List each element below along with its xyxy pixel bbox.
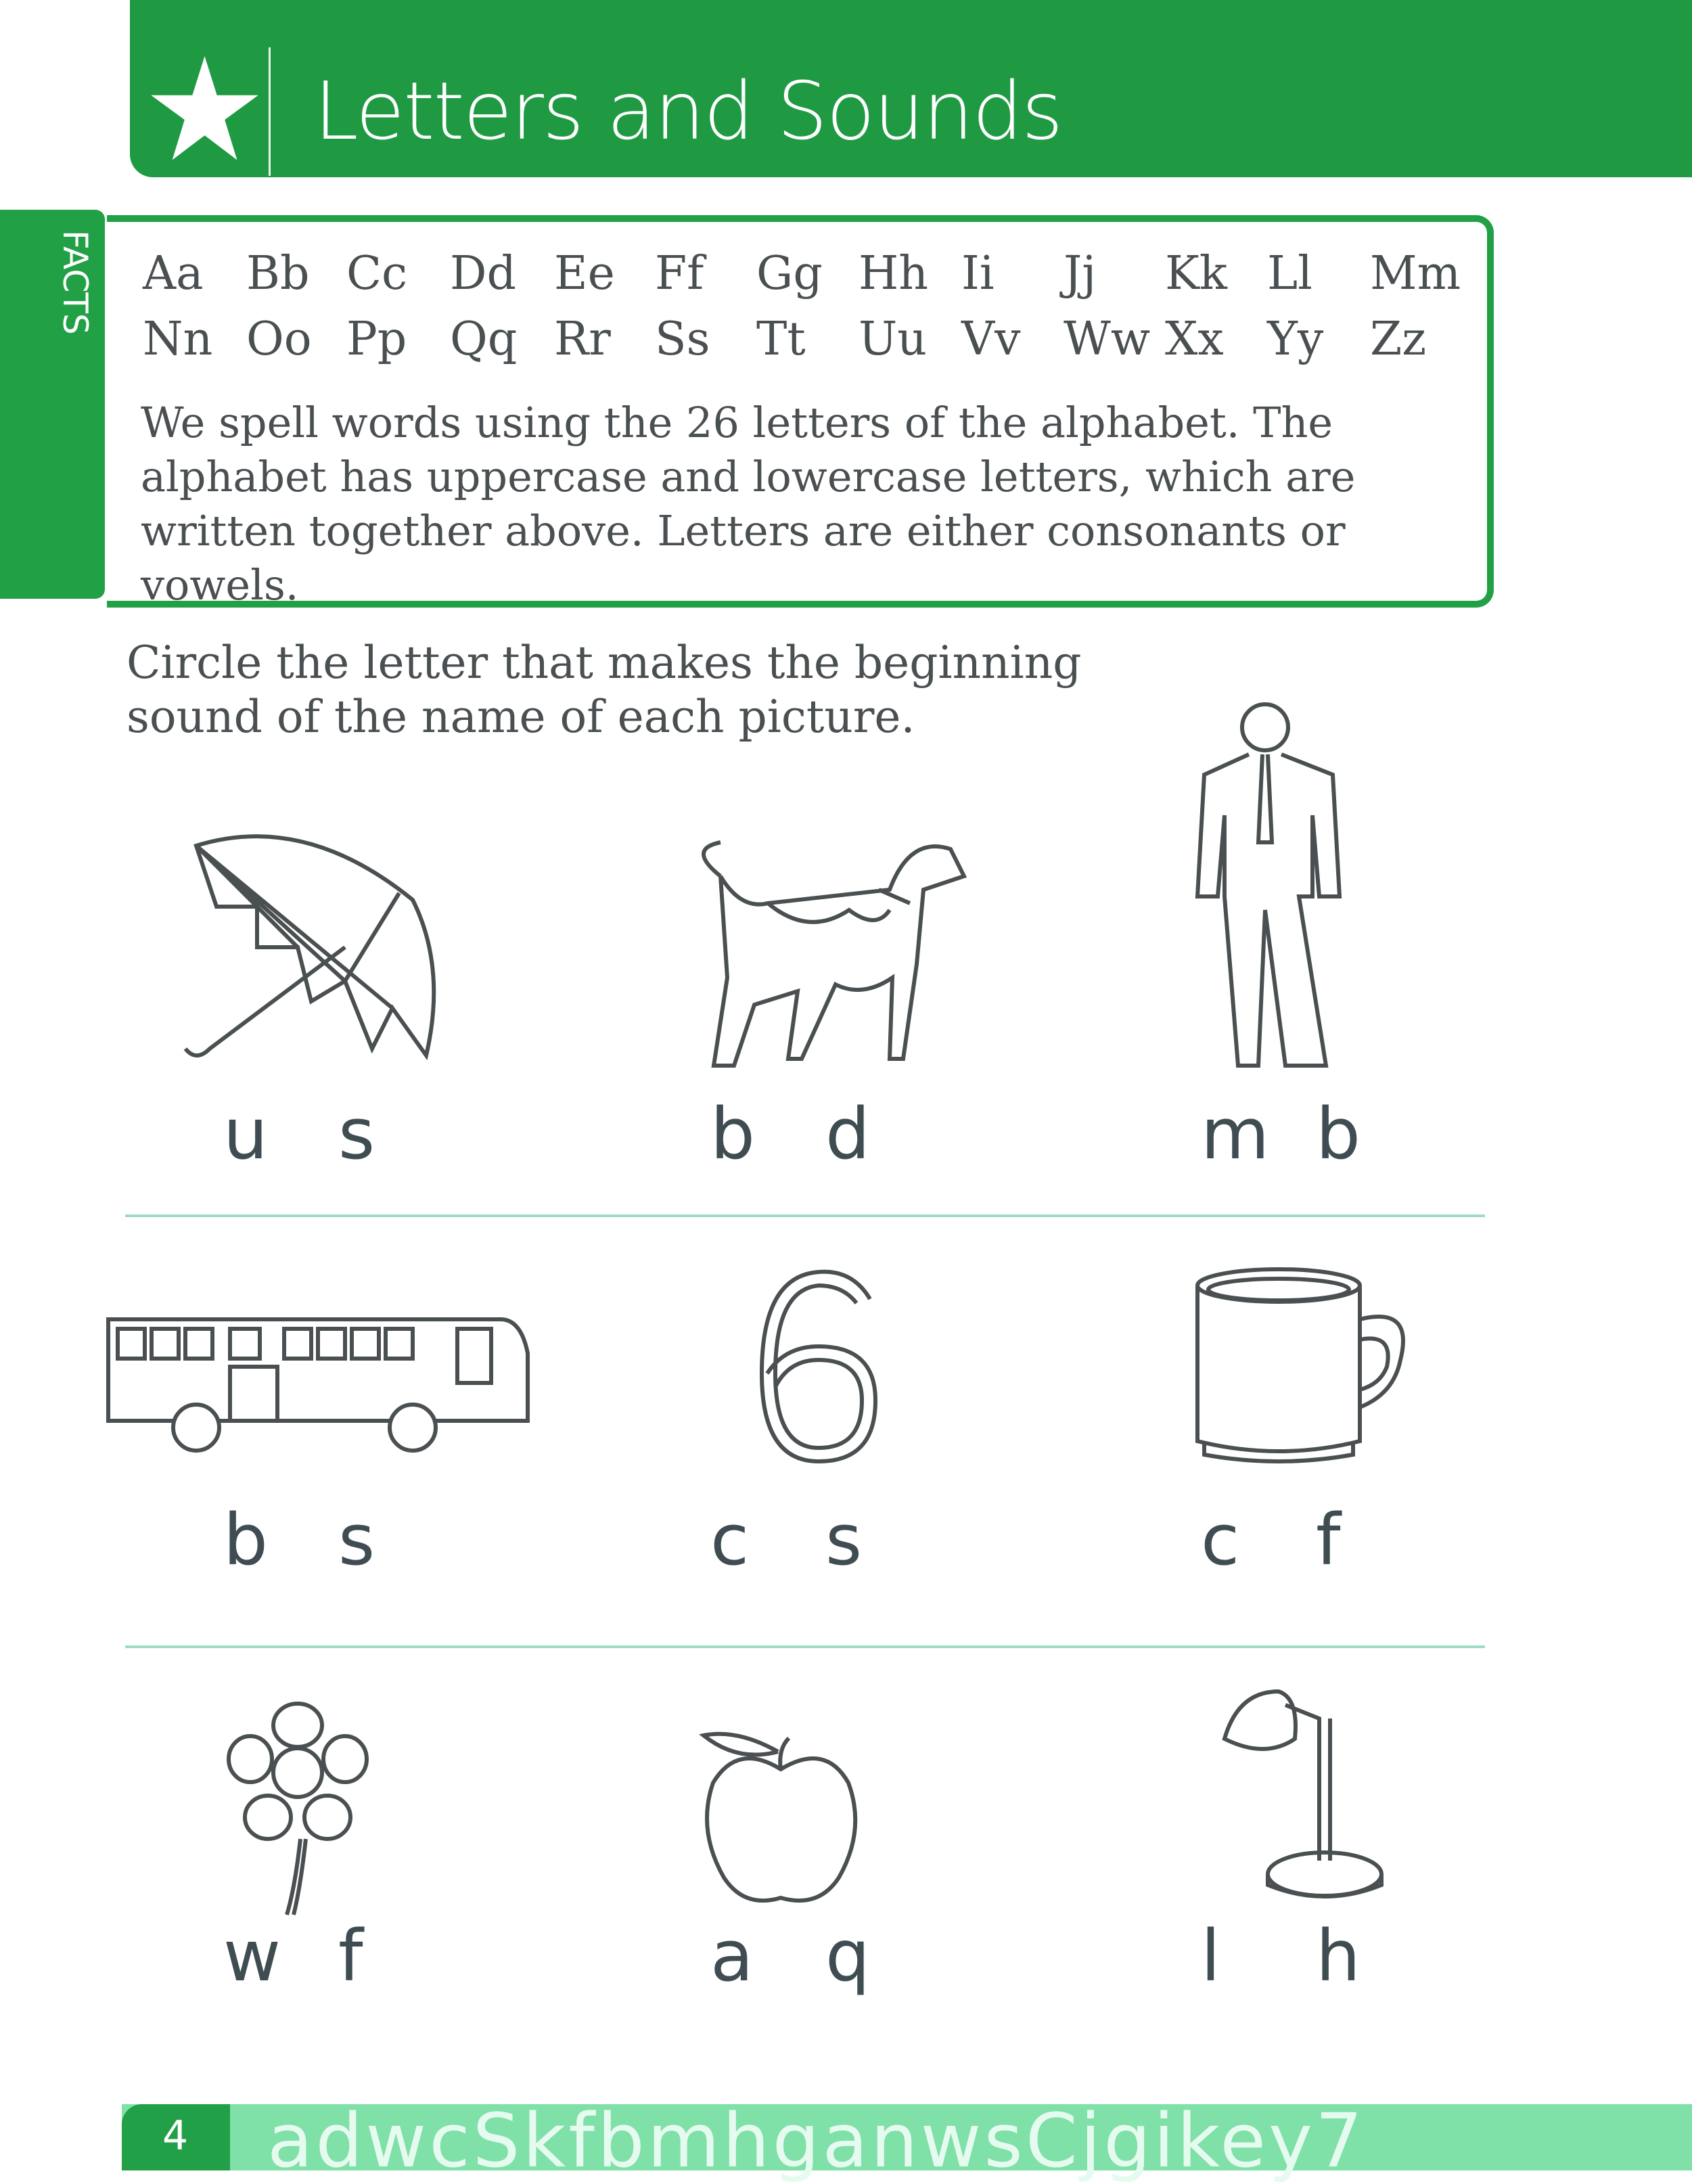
alphabet-pair: Pp xyxy=(346,313,407,366)
letter-choice-man[interactable]: m xyxy=(1201,1093,1270,1175)
lamp-icon xyxy=(1211,1685,1387,1908)
divider-line xyxy=(125,1645,1485,1648)
alphabet-pair: Mm xyxy=(1370,247,1461,300)
letter-choice-dog[interactable]: b xyxy=(710,1093,756,1175)
alphabet-pair: Ss xyxy=(655,313,710,366)
letter-choice-six[interactable]: c xyxy=(710,1499,750,1581)
alphabet-pair: Bb xyxy=(246,247,310,300)
page-title: Letters and Sounds xyxy=(314,64,1062,158)
letter-choice-six[interactable]: s xyxy=(825,1499,863,1581)
letter-choice-man[interactable]: b xyxy=(1316,1093,1361,1175)
alphabet-pair: Qq xyxy=(450,313,518,366)
footer-decorative-letters: adwcSkfbmhganwsCjgikey7 xyxy=(267,2097,1366,2184)
letter-choice-bus[interactable]: s xyxy=(338,1499,375,1581)
man-icon xyxy=(1184,693,1360,1079)
letter-choice-umbrella[interactable]: s xyxy=(338,1093,375,1175)
alphabet-pair: Oo xyxy=(246,313,312,366)
letter-choice-flower[interactable]: f xyxy=(338,1915,363,1997)
alphabet-pair: Tt xyxy=(756,313,806,366)
alphabet-pair: Vv xyxy=(961,313,1021,366)
facts-text: We spell words using the 26 letters of the alphabet. The alphabet has uppercase and lowercase letters, which are written together above. Letters are either consonants or vowels. xyxy=(141,398,1356,610)
alphabet-pair: Jj xyxy=(1064,247,1097,300)
alphabet-pair: Yy xyxy=(1267,313,1324,366)
umbrella-icon xyxy=(183,819,453,1069)
flower-icon xyxy=(216,1698,379,1921)
letter-choice-flower[interactable]: w xyxy=(223,1915,281,1997)
alphabet-pair: Nn xyxy=(143,313,213,366)
letter-choice-apple[interactable]: q xyxy=(825,1915,871,1997)
number-six-icon xyxy=(751,1265,886,1468)
alphabet-pair: Uu xyxy=(859,313,928,366)
facts-label: FACTS xyxy=(55,230,95,335)
page-number: 4 xyxy=(162,2112,189,2160)
alphabet-pair: Ll xyxy=(1267,247,1312,300)
alphabet-pair: Aa xyxy=(143,247,204,300)
alphabet-pair: Ff xyxy=(655,247,704,300)
alphabet-pair: Dd xyxy=(450,247,517,300)
alphabet-pair: Rr xyxy=(554,313,611,366)
alphabet-pair: Gg xyxy=(756,247,823,300)
page-header xyxy=(130,0,1692,177)
alphabet-pair: Ee xyxy=(554,247,615,300)
alphabet-pair: Xx xyxy=(1165,313,1224,366)
alphabet-pair: Zz xyxy=(1370,313,1427,366)
letter-choice-dog[interactable]: d xyxy=(825,1093,871,1175)
letter-choice-umbrella[interactable]: u xyxy=(223,1093,268,1175)
letter-choice-cup[interactable]: c xyxy=(1201,1499,1240,1581)
header-divider xyxy=(269,47,271,176)
alphabet-pair: Hh xyxy=(859,247,929,300)
divider-line xyxy=(125,1214,1485,1217)
instructions: Circle the letter that makes the beginning sound of the name of each picture. xyxy=(127,637,1082,743)
letter-choice-bus[interactable]: b xyxy=(223,1499,269,1581)
star-icon xyxy=(149,53,260,164)
letter-choice-lamp[interactable]: l xyxy=(1201,1915,1220,1997)
letter-choice-apple[interactable]: a xyxy=(710,1915,754,1997)
alphabet-pair: Cc xyxy=(346,247,408,300)
letter-choice-cup[interactable]: f xyxy=(1316,1499,1341,1581)
alphabet-pair: Kk xyxy=(1165,247,1228,300)
dog-icon xyxy=(673,829,978,1079)
bus-icon xyxy=(101,1313,534,1461)
alphabet-pair: Ii xyxy=(961,247,994,300)
alphabet-pair: Ww xyxy=(1064,313,1151,366)
cup-icon xyxy=(1191,1265,1421,1468)
letter-choice-lamp[interactable]: h xyxy=(1316,1915,1361,1997)
apple-icon xyxy=(697,1722,866,1911)
